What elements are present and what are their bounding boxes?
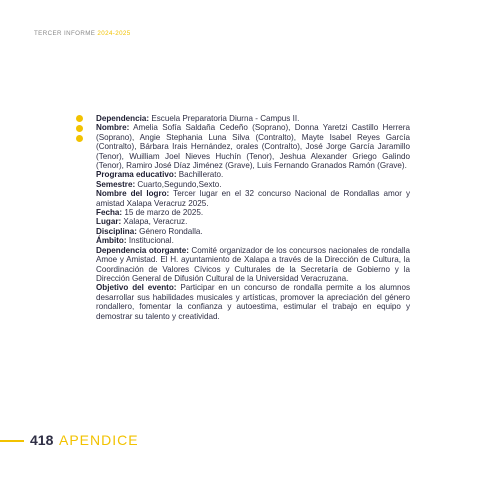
entry-programa: Programa educativo: Bachillerato. — [96, 170, 224, 180]
page-number: 418 — [30, 432, 54, 448]
entry-dependencia: Dependencia: Escuela Preparatoria Diurna - Campus II. — [96, 114, 300, 123]
entry-fecha: Fecha: 15 de marzo de 2025. — [96, 208, 204, 218]
entry-objetivo: Objetivo del evento: Participar en un concurso de rondalla permite a los alumnos desarrollar sus habilidades musicales y artísticas, promover la apreciación del género rondallero, fomentar la confianza y autoestima, estimular el trabajo en equipo y demostrar su talento y creatividad. — [96, 283, 411, 321]
entry-otorgante: Dependencia otorgante: Comité organizador de los concursos nacionales de rondalla Amoe y Amistad. El H. ayuntamiento de Xalapa a través de la Dirección de Cultura, la Coordinación de Valores Cívicos y Culturales de la Secretaría de Gobierno y la Dirección General de Difusión Cultural de la Universidad Veracruzana. — [96, 245, 410, 283]
achievement-details — [96, 114, 410, 321]
running-header — [34, 30, 131, 37]
entry-logro: Nombre del logro: Tercer lugar en el 32 concurso Nacional de Rondallas amor y amistad Xalapa Veracruz 2025. — [96, 189, 411, 208]
bullet-dot — [76, 125, 83, 132]
bullet-dot — [76, 135, 83, 142]
bullet-dot — [76, 115, 83, 122]
entry-lugar: Lugar: Xalapa, Veracruz. — [96, 217, 188, 227]
header-title: TERCER INFORME — [34, 30, 96, 37]
entry-nombre: Nombre: Amelia Sofía Saldaña Cedeño (Soprano), Donna Yaretzi Castillo Herrera (Soprano), Angie Stephania Luna Silva (Contralto), Mayte Isabel Reyes García (Contralto), Bárbara Irais Hernández, orales (Contralto), José Jorge García Jaramillo (Tenor), Wuilliam Joel Nieves Huchín (Tenor), Jeshua Alexander Griego Galindo (Tenor), Ramiro José Díaz Jiménez (Grave), Luis Fernando Granados Ramón (Grave). — [96, 123, 410, 171]
entry-disciplina: Disciplina: Género Rondalla. — [96, 226, 203, 236]
entry-semestre: Semestre: Cuarto,Segundo,Sexto. — [96, 179, 222, 189]
section-title: APENDICE — [59, 432, 139, 448]
bullet-dots — [76, 115, 84, 145]
entry-ambito: Ámbito: Institucional. — [96, 236, 174, 246]
header-years: 2024-2025 — [97, 30, 131, 37]
footer-rule — [0, 440, 24, 442]
